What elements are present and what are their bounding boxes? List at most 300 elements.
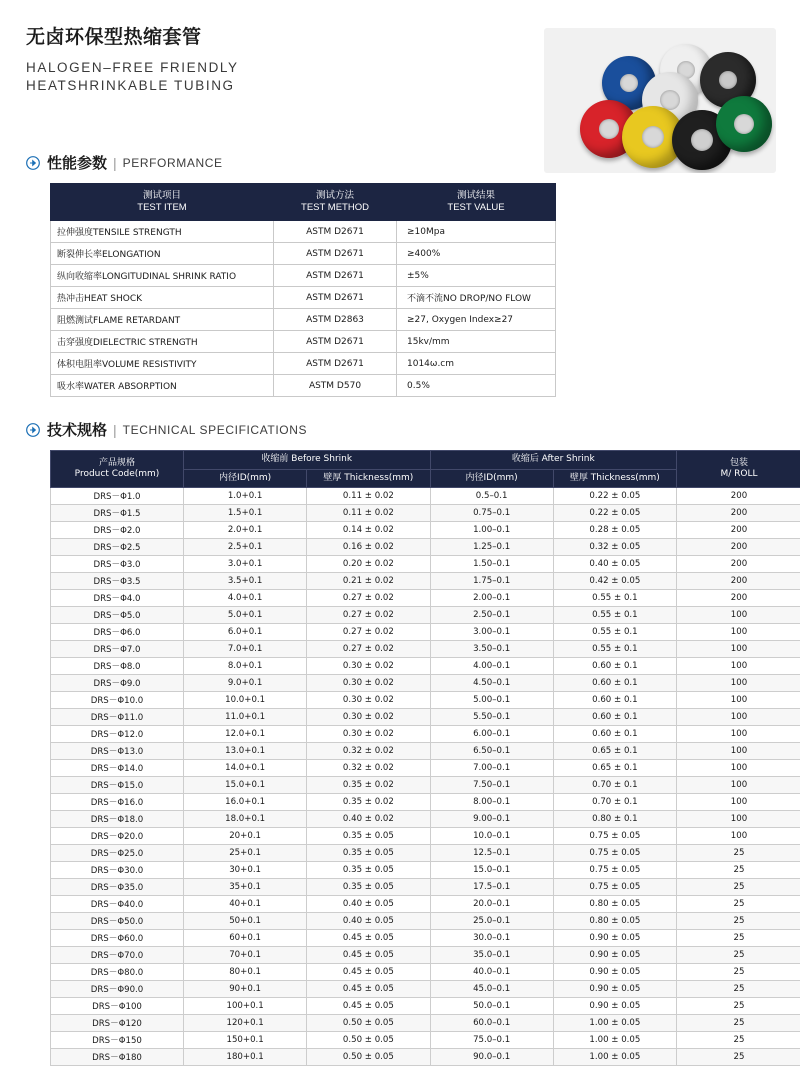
specification-cell: 4.0+0.1 (184, 590, 307, 607)
performance-col-test-method (274, 184, 397, 221)
specification-cell: 0.70 ± 0.1 (553, 794, 676, 811)
specification-cell: 1.5+0.1 (184, 505, 307, 522)
specification-cell: 30+0.1 (184, 862, 307, 879)
specification-cell: 0.22 ± 0.05 (553, 505, 676, 522)
specification-cell: 0.60 ± 0.1 (553, 692, 676, 709)
diamond-arrow-icon (26, 423, 40, 437)
table-row (51, 607, 800, 624)
specification-cell: 3.0+0.1 (184, 556, 307, 573)
specification-cell: 18.0+0.1 (184, 811, 307, 828)
performance-cell: ≥10Mpa (397, 221, 556, 243)
specification-cell: 0.35 ± 0.02 (307, 777, 430, 794)
specification-cell: 100 (677, 777, 800, 794)
specification-cell: 100 (677, 726, 800, 743)
specification-cell: 40.0–0.1 (430, 964, 553, 981)
specification-cell: 2.5+0.1 (184, 539, 307, 556)
spec-col-before-id: 内径ID(mm) (184, 469, 307, 488)
table-row (51, 879, 800, 896)
specification-cell: 10.0–0.1 (430, 828, 553, 845)
specification-cell: 0.40 ± 0.05 (307, 913, 430, 930)
specification-cell: 11.0+0.1 (184, 709, 307, 726)
spec-heading-en: TECHNICAL SPECIFICATIONS (123, 423, 307, 437)
specification-cell: 0.28 ± 0.05 (553, 522, 676, 539)
table-row (51, 675, 800, 692)
specification-cell: 4.50–0.1 (430, 675, 553, 692)
specification-cell: 0.5–0.1 (430, 488, 553, 505)
page-title-en-line2: HEATSHRINKABLE TUBING (26, 77, 776, 95)
table-row (51, 353, 556, 375)
specification-cell: 180+0.1 (184, 1049, 307, 1066)
specification-cell: 16.0+0.1 (184, 794, 307, 811)
specification-cell: 0.55 ± 0.1 (553, 624, 676, 641)
specification-cell: DRS－Φ40.0 (51, 896, 184, 913)
performance-cell: ASTM D2671 (274, 287, 397, 309)
table-row (51, 845, 800, 862)
specification-cell: 0.32 ± 0.05 (553, 539, 676, 556)
performance-cell: ASTM D570 (274, 375, 397, 397)
table-row (51, 811, 800, 828)
page-title-cn: 无卤环保型热缩套管 (26, 22, 776, 49)
specification-cell: 0.90 ± 0.05 (553, 981, 676, 998)
performance-cell: ASTM D2671 (274, 243, 397, 265)
specification-cell: DRS－Φ7.0 (51, 641, 184, 658)
specification-cell: 0.75–0.1 (430, 505, 553, 522)
performance-cell: ASTM D2671 (274, 331, 397, 353)
specification-cell: 1.00–0.1 (430, 522, 553, 539)
diamond-arrow-icon (26, 156, 40, 170)
table-row (51, 981, 800, 998)
table-row (51, 828, 800, 845)
performance-cell: 15kv/mm (397, 331, 556, 353)
table-row (51, 641, 800, 658)
specification-cell: 5.00–0.1 (430, 692, 553, 709)
specification-cell: 0.45 ± 0.05 (307, 930, 430, 947)
specification-cell: 0.75 ± 0.05 (553, 828, 676, 845)
performance-cell: ±5% (397, 265, 556, 287)
specification-cell: 9.0+0.1 (184, 675, 307, 692)
specification-cell: DRS－Φ70.0 (51, 947, 184, 964)
specification-cell: 7.50–0.1 (430, 777, 553, 794)
performance-cell: ASTM D2863 (274, 309, 397, 331)
specification-cell: 100 (677, 811, 800, 828)
specification-cell: 75.0–0.1 (430, 1032, 553, 1049)
specification-cell: DRS－Φ6.0 (51, 624, 184, 641)
performance-heading-en: PERFORMANCE (123, 156, 223, 170)
specification-cell: 25 (677, 879, 800, 896)
table-row (51, 265, 556, 287)
specification-cell: 5.0+0.1 (184, 607, 307, 624)
specification-cell: DRS－Φ1.0 (51, 488, 184, 505)
performance-cell: 不滴不流NO DROP/NO FLOW (397, 287, 556, 309)
specification-cell: 0.65 ± 0.1 (553, 743, 676, 760)
specification-cell: DRS－Φ18.0 (51, 811, 184, 828)
specification-cell: DRS－Φ4.0 (51, 590, 184, 607)
performance-cell: 击穿强度DIELECTRIC STRENGTH (51, 331, 274, 353)
specification-cell: 0.27 ± 0.02 (307, 624, 430, 641)
spec-heading-cn: 技术规格 (47, 419, 107, 440)
table-row (51, 539, 800, 556)
spec-col-after-thickness: 壁厚 Thickness(mm) (553, 469, 676, 488)
specification-cell: 0.90 ± 0.05 (553, 998, 676, 1015)
specification-cell: 0.27 ± 0.02 (307, 590, 430, 607)
specification-cell: 0.55 ± 0.1 (553, 607, 676, 624)
specification-cell: 0.45 ± 0.05 (307, 981, 430, 998)
specification-cell: 0.50 ± 0.05 (307, 1032, 430, 1049)
specification-cell: 25 (677, 947, 800, 964)
performance-cell: 拉伸强度TENSILE STRENGTH (51, 221, 274, 243)
specification-cell: 7.0+0.1 (184, 641, 307, 658)
specification-cell: 0.55 ± 0.1 (553, 641, 676, 658)
specification-cell: 1.00 ± 0.05 (553, 1032, 676, 1049)
specification-cell: 0.80 ± 0.1 (553, 811, 676, 828)
specification-cell: DRS－Φ10.0 (51, 692, 184, 709)
table-row (51, 930, 800, 947)
specification-cell: 0.27 ± 0.02 (307, 607, 430, 624)
performance-cell: 1014ω.cm (397, 353, 556, 375)
specification-cell: 100 (677, 675, 800, 692)
specification-cell: 0.90 ± 0.05 (553, 964, 676, 981)
specification-cell: DRS－Φ25.0 (51, 845, 184, 862)
specification-cell: 100 (677, 624, 800, 641)
specification-cell: DRS－Φ3.0 (51, 556, 184, 573)
spec-col-packing-en: M/ ROLL (720, 469, 757, 479)
specification-cell: 60.0–0.1 (430, 1015, 553, 1032)
spec-col-after-id: 内径ID(mm) (430, 469, 553, 488)
specification-cell: 1.75–0.1 (430, 573, 553, 590)
performance-cell: 吸水率WATER ABSORPTION (51, 375, 274, 397)
specification-cell: DRS－Φ9.0 (51, 675, 184, 692)
specification-cell: DRS－Φ35.0 (51, 879, 184, 896)
specification-cell: 1.0+0.1 (184, 488, 307, 505)
specification-cell: 0.50 ± 0.05 (307, 1015, 430, 1032)
performance-col-test-method-cn: 测试方法 (276, 190, 394, 202)
spec-heading-separator: | (113, 422, 117, 438)
specification-cell: 100 (677, 760, 800, 777)
table-row (51, 331, 556, 353)
table-row (51, 221, 556, 243)
spec-col-before-thickness: 壁厚 Thickness(mm) (307, 469, 430, 488)
table-row (51, 743, 800, 760)
specification-cell: DRS－Φ150 (51, 1032, 184, 1049)
specification-cell: 0.55 ± 0.1 (553, 590, 676, 607)
specification-cell: 0.30 ± 0.02 (307, 726, 430, 743)
specification-cell: DRS－Φ30.0 (51, 862, 184, 879)
table-row (51, 1032, 800, 1049)
performance-col-test-item-cn: 测试项目 (53, 190, 271, 202)
specification-cell: DRS－Φ2.5 (51, 539, 184, 556)
table-row (51, 522, 800, 539)
specification-cell: DRS－Φ8.0 (51, 658, 184, 675)
spec-col-product-code-en: Product Code(mm) (75, 469, 160, 479)
spec-table-group-header-row (51, 451, 800, 470)
performance-col-test-method-en: TEST METHOD (301, 202, 369, 213)
specification-cell: 0.21 ± 0.02 (307, 573, 430, 590)
specification-table-body (51, 488, 800, 1066)
specification-cell: 25 (677, 981, 800, 998)
specification-cell: 100 (677, 794, 800, 811)
table-row (51, 1049, 800, 1066)
specification-cell: 0.20 ± 0.02 (307, 556, 430, 573)
specification-cell: 60+0.1 (184, 930, 307, 947)
table-row (51, 556, 800, 573)
performance-col-test-value (397, 184, 556, 221)
specification-cell: DRS－Φ1.5 (51, 505, 184, 522)
specification-cell: DRS－Φ15.0 (51, 777, 184, 794)
specification-cell: 10.0+0.1 (184, 692, 307, 709)
specification-cell: DRS－Φ11.0 (51, 709, 184, 726)
specification-cell: DRS－Φ80.0 (51, 964, 184, 981)
specification-cell: DRS－Φ60.0 (51, 930, 184, 947)
product-photo-image (544, 28, 776, 173)
specification-cell: DRS－Φ100 (51, 998, 184, 1015)
specification-cell: 0.65 ± 0.1 (553, 760, 676, 777)
specification-cell: 0.40 ± 0.05 (553, 556, 676, 573)
specification-cell: 0.30 ± 0.02 (307, 709, 430, 726)
specification-cell: 0.80 ± 0.05 (553, 896, 676, 913)
table-row (51, 964, 800, 981)
specification-cell: 0.40 ± 0.02 (307, 811, 430, 828)
specification-cell: 6.50–0.1 (430, 743, 553, 760)
specification-cell: 0.75 ± 0.05 (553, 845, 676, 862)
product-photo (544, 28, 776, 173)
specification-cell: DRS－Φ180 (51, 1049, 184, 1066)
specification-cell: 13.0+0.1 (184, 743, 307, 760)
specification-cell: 25 (677, 845, 800, 862)
specification-cell: 2.00–0.1 (430, 590, 553, 607)
specification-cell: 0.70 ± 0.1 (553, 777, 676, 794)
specification-cell: 25 (677, 930, 800, 947)
performance-col-test-value-en: TEST VALUE (447, 202, 504, 213)
performance-col-test-item-en: TEST ITEM (137, 202, 186, 213)
specification-cell: 25.0–0.1 (430, 913, 553, 930)
table-row (51, 709, 800, 726)
specification-cell: 2.50–0.1 (430, 607, 553, 624)
specification-cell: 1.25–0.1 (430, 539, 553, 556)
table-row (51, 590, 800, 607)
specification-cell: 120+0.1 (184, 1015, 307, 1032)
spec-group-after-shrink: 收缩后 After Shrink (430, 451, 677, 470)
spec-col-product-code-cn: 产品规格 (53, 458, 181, 470)
specification-cell: 8.0+0.1 (184, 658, 307, 675)
specification-cell: 3.50–0.1 (430, 641, 553, 658)
specification-cell: 100 (677, 692, 800, 709)
specification-cell: 0.22 ± 0.05 (553, 488, 676, 505)
table-row (51, 1015, 800, 1032)
table-row (51, 488, 800, 505)
specification-cell: 100 (677, 743, 800, 760)
specification-cell: 1.50–0.1 (430, 556, 553, 573)
specification-cell: 0.45 ± 0.05 (307, 964, 430, 981)
performance-table (50, 183, 556, 397)
specification-cell: 200 (677, 573, 800, 590)
specification-cell: 0.60 ± 0.1 (553, 726, 676, 743)
performance-cell: 阻燃测试FLAME RETARDANT (51, 309, 274, 331)
table-row (51, 896, 800, 913)
specification-cell: 200 (677, 539, 800, 556)
table-row (51, 692, 800, 709)
performance-cell: ASTM D2671 (274, 265, 397, 287)
specification-cell: 0.27 ± 0.02 (307, 641, 430, 658)
page-title-en-line1: HALOGEN–FREE FRIENDLY (26, 59, 776, 77)
table-row (51, 794, 800, 811)
specification-cell: 0.40 ± 0.05 (307, 896, 430, 913)
performance-col-test-item (51, 184, 274, 221)
specification-cell: 1.00 ± 0.05 (553, 1049, 676, 1066)
specification-cell: 6.0+0.1 (184, 624, 307, 641)
specification-cell: 0.90 ± 0.05 (553, 930, 676, 947)
specification-cell: DRS－Φ5.0 (51, 607, 184, 624)
specification-cell: 0.42 ± 0.05 (553, 573, 676, 590)
specification-cell: 0.35 ± 0.02 (307, 794, 430, 811)
performance-heading-separator: | (113, 155, 117, 171)
specification-cell: 100 (677, 658, 800, 675)
specification-cell: 25 (677, 1049, 800, 1066)
specification-cell: 4.00–0.1 (430, 658, 553, 675)
performance-cell: ASTM D2671 (274, 221, 397, 243)
specification-cell: 0.60 ± 0.1 (553, 709, 676, 726)
specification-cell: 25+0.1 (184, 845, 307, 862)
specification-cell: 2.0+0.1 (184, 522, 307, 539)
specification-cell: 0.60 ± 0.1 (553, 675, 676, 692)
specification-cell: 15.0–0.1 (430, 862, 553, 879)
specification-cell: 200 (677, 556, 800, 573)
table-row (51, 573, 800, 590)
specification-cell: 0.11 ± 0.02 (307, 505, 430, 522)
table-row (51, 947, 800, 964)
specification-cell: 45.0–0.1 (430, 981, 553, 998)
specification-cell: 0.35 ± 0.05 (307, 828, 430, 845)
specification-cell: 100 (677, 828, 800, 845)
specification-cell: 20.0–0.1 (430, 896, 553, 913)
table-row (51, 726, 800, 743)
performance-cell: 断裂伸长率ELONGATION (51, 243, 274, 265)
table-row (51, 913, 800, 930)
specification-cell: 100+0.1 (184, 998, 307, 1015)
specification-cell: 50.0–0.1 (430, 998, 553, 1015)
spec-col-packing-cn: 包装 (679, 458, 799, 470)
specification-cell: 0.80 ± 0.05 (553, 913, 676, 930)
spec-section-heading (26, 419, 776, 440)
specification-cell: 150+0.1 (184, 1032, 307, 1049)
table-row (51, 777, 800, 794)
specification-cell: 0.30 ± 0.02 (307, 658, 430, 675)
specification-cell: 0.30 ± 0.02 (307, 692, 430, 709)
specification-cell: 17.5–0.1 (430, 879, 553, 896)
specification-cell: DRS－Φ120 (51, 1015, 184, 1032)
specification-cell: 0.35 ± 0.05 (307, 862, 430, 879)
specification-cell: 15.0+0.1 (184, 777, 307, 794)
specification-cell: 0.35 ± 0.05 (307, 845, 430, 862)
performance-cell: 纵向收缩率LONGITUDINAL SHRINK RATIO (51, 265, 274, 287)
spec-col-product-code (51, 451, 184, 488)
specification-cell: 3.5+0.1 (184, 573, 307, 590)
performance-cell: ≥27, Oxygen Index≥27 (397, 309, 556, 331)
table-row (51, 287, 556, 309)
table-row (51, 862, 800, 879)
specification-cell: 100 (677, 607, 800, 624)
performance-table-header-row (51, 184, 556, 221)
specification-cell: 0.45 ± 0.05 (307, 998, 430, 1015)
specification-cell: 12.5–0.1 (430, 845, 553, 862)
table-row (51, 375, 556, 397)
performance-cell: 体积电阻率VOLUME RESISTIVITY (51, 353, 274, 375)
table-row (51, 658, 800, 675)
specification-cell: 100 (677, 641, 800, 658)
specification-cell: 9.00–0.1 (430, 811, 553, 828)
specification-cell: 14.0+0.1 (184, 760, 307, 777)
specification-cell: 30.0–0.1 (430, 930, 553, 947)
specification-cell: 0.32 ± 0.02 (307, 760, 430, 777)
specification-cell: 25 (677, 998, 800, 1015)
specification-cell: DRS－Φ90.0 (51, 981, 184, 998)
specification-cell: 25 (677, 964, 800, 981)
table-row (51, 998, 800, 1015)
coil-green (716, 96, 772, 152)
specification-cell: 5.50–0.1 (430, 709, 553, 726)
specification-cell: DRS－Φ12.0 (51, 726, 184, 743)
specification-cell: 20+0.1 (184, 828, 307, 845)
specification-cell: 0.90 ± 0.05 (553, 947, 676, 964)
specification-cell: 12.0+0.1 (184, 726, 307, 743)
specification-cell: 0.60 ± 0.1 (553, 658, 676, 675)
specification-table (50, 450, 800, 1066)
specification-cell: 1.00 ± 0.05 (553, 1015, 676, 1032)
performance-cell: 热冲击HEAT SHOCK (51, 287, 274, 309)
specification-cell: DRS－Φ3.5 (51, 573, 184, 590)
spec-col-packing (677, 451, 800, 488)
specification-cell: 200 (677, 505, 800, 522)
specification-cell: 0.30 ± 0.02 (307, 675, 430, 692)
specification-cell: 100 (677, 709, 800, 726)
specification-cell: 25 (677, 862, 800, 879)
specification-cell: 6.00–0.1 (430, 726, 553, 743)
specification-cell: 3.00–0.1 (430, 624, 553, 641)
table-row (51, 309, 556, 331)
table-row (51, 243, 556, 265)
performance-cell: 0.5% (397, 375, 556, 397)
specification-cell: 0.45 ± 0.05 (307, 947, 430, 964)
specification-cell: 0.16 ± 0.02 (307, 539, 430, 556)
performance-table-body (51, 221, 556, 397)
specification-cell: 7.00–0.1 (430, 760, 553, 777)
specification-cell: 0.75 ± 0.05 (553, 879, 676, 896)
performance-cell: ≥400% (397, 243, 556, 265)
specification-cell: 80+0.1 (184, 964, 307, 981)
specification-cell: 200 (677, 488, 800, 505)
specification-cell: DRS－Φ2.0 (51, 522, 184, 539)
specification-cell: DRS－Φ50.0 (51, 913, 184, 930)
specification-cell: DRS－Φ14.0 (51, 760, 184, 777)
specification-cell: 40+0.1 (184, 896, 307, 913)
specification-cell: 90+0.1 (184, 981, 307, 998)
specification-cell: DRS－Φ13.0 (51, 743, 184, 760)
specification-cell: 90.0–0.1 (430, 1049, 553, 1066)
specification-cell: 200 (677, 522, 800, 539)
specification-cell: 8.00–0.1 (430, 794, 553, 811)
specification-cell: 0.50 ± 0.05 (307, 1049, 430, 1066)
page-header (24, 22, 776, 140)
specification-cell: 25 (677, 913, 800, 930)
specification-cell: 0.75 ± 0.05 (553, 862, 676, 879)
specification-cell: 0.11 ± 0.02 (307, 488, 430, 505)
specification-cell: 50+0.1 (184, 913, 307, 930)
table-row (51, 760, 800, 777)
specification-cell: DRS－Φ16.0 (51, 794, 184, 811)
specification-cell: DRS－Φ20.0 (51, 828, 184, 845)
specification-cell: 200 (677, 590, 800, 607)
performance-cell: ASTM D2671 (274, 353, 397, 375)
specification-cell: 35.0–0.1 (430, 947, 553, 964)
